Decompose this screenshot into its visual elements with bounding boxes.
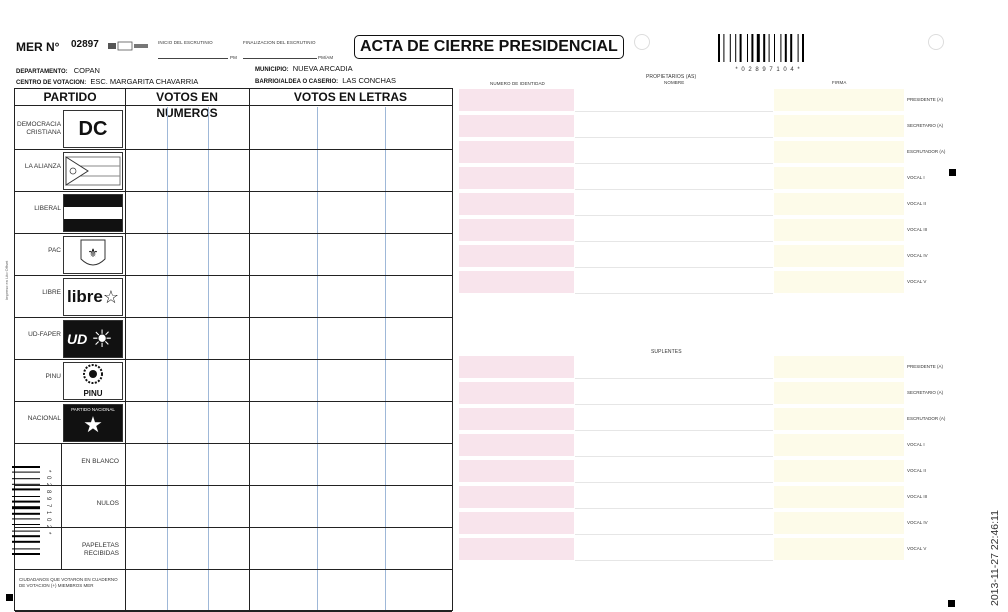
liberal-flag-logo — [63, 194, 123, 232]
inicio-suffix: PM — [230, 55, 237, 60]
star-icon: ★ — [83, 412, 103, 437]
final-suffix: PM/AM — [318, 55, 334, 60]
party-name: UD-FAPER — [28, 331, 61, 338]
name-field[interactable] — [575, 215, 773, 216]
name-field[interactable] — [575, 456, 773, 457]
ud-faper-logo: UD ☀ — [63, 320, 123, 358]
nombre-label: NOMBRE — [664, 80, 685, 85]
name-field[interactable] — [575, 163, 773, 164]
summary-row-label: PAPELETAS RECIBIDAS — [82, 542, 119, 557]
registration-mark — [6, 594, 13, 601]
identity-number-field[interactable] — [459, 193, 574, 215]
pinu-logo: PINU — [63, 362, 123, 400]
member-role-label: PRESIDENTE (A) — [907, 364, 944, 369]
departamento-row: DEPARTAMENTO: COPAN — [16, 66, 100, 75]
name-field[interactable] — [575, 482, 773, 483]
dc-logo: DC — [63, 110, 123, 148]
identity-number-field[interactable] — [459, 219, 574, 241]
name-field[interactable] — [575, 534, 773, 535]
signature-field[interactable] — [774, 356, 904, 378]
identity-number-field[interactable] — [459, 538, 574, 560]
svg-text:⚜: ⚜ — [87, 246, 99, 260]
punch-hole — [928, 34, 944, 50]
col-partido-header: PARTIDO — [15, 89, 125, 106]
signature-field[interactable] — [774, 193, 904, 215]
party-name: PINU — [45, 373, 61, 380]
party-name: LIBRE — [42, 289, 61, 296]
final-field[interactable] — [243, 58, 317, 59]
alianza-flag-logo — [63, 152, 123, 190]
name-field[interactable] — [575, 508, 773, 509]
registration-mark — [948, 600, 955, 607]
member-role-label: VOCAL III — [907, 227, 928, 232]
name-field[interactable] — [575, 111, 773, 112]
identity-number-field[interactable] — [459, 89, 574, 111]
side-barcode-text: * 0 2 8 9 7 1 0 2 * — [45, 470, 51, 536]
name-field[interactable] — [575, 404, 773, 405]
member-role-label: VOCAL II — [907, 468, 926, 473]
suplentes-label: SUPLENTES — [651, 349, 682, 355]
member-role-label: VOCAL V — [907, 279, 927, 284]
final-label: FINALIZACION DEL ESCRUTINIO — [243, 40, 316, 45]
signature-field[interactable] — [774, 245, 904, 267]
party-name: DEMOCRACIA CRISTIANA — [17, 121, 62, 136]
identity-number-field[interactable] — [459, 115, 574, 137]
signature-field[interactable] — [774, 271, 904, 293]
registration-mark — [949, 169, 956, 176]
member-role-label: VOCAL I — [907, 442, 925, 447]
name-field[interactable] — [575, 378, 773, 379]
star-outline-icon: ☆ — [102, 286, 120, 307]
identity-number-field[interactable] — [459, 245, 574, 267]
signature-field[interactable] — [774, 460, 904, 482]
member-role-label: SECRETARIO (A) — [907, 123, 944, 128]
member-role-label: PRESIDENTE (A) — [907, 97, 944, 102]
identity-number-field[interactable] — [459, 167, 574, 189]
mer-label: MER N° — [16, 40, 60, 54]
print-note: Impreso en Lito Offset — [4, 260, 9, 300]
name-field[interactable] — [575, 293, 773, 294]
name-field[interactable] — [575, 189, 773, 190]
signature-field[interactable] — [774, 408, 904, 430]
identity-number-field[interactable] — [459, 460, 574, 482]
signature-field[interactable] — [774, 512, 904, 534]
signature-field[interactable] — [774, 219, 904, 241]
signature-field[interactable] — [774, 538, 904, 560]
member-role-label: VOCAL I — [907, 175, 925, 180]
sun-icon: ☀ — [91, 325, 113, 353]
votes-table — [14, 88, 453, 611]
signature-field[interactable] — [774, 141, 904, 163]
member-role-label: SECRETARIO (A) — [907, 390, 944, 395]
party-name: LIBERAL — [34, 205, 61, 212]
identity-number-field[interactable] — [459, 382, 574, 404]
punch-hole — [634, 34, 650, 50]
firma-label: FIRMA — [832, 80, 847, 85]
pac-emblem-logo — [63, 236, 123, 274]
identity-number-field[interactable] — [459, 486, 574, 508]
signature-field[interactable] — [774, 382, 904, 404]
propietarios-label: PROPIETARIOS (AS) — [646, 74, 697, 80]
name-field[interactable] — [575, 560, 773, 561]
identity-number-field[interactable] — [459, 356, 574, 378]
barrio-row: BARRIO/ALDEA O CASERIO: LAS CONCHAS — [255, 76, 396, 85]
party-name: LA ALIANZA — [24, 163, 61, 170]
member-role-label: ESCRUTADOR (A) — [907, 149, 946, 154]
name-field[interactable] — [575, 241, 773, 242]
member-role-label: VOCAL II — [907, 201, 926, 206]
signature-field[interactable] — [774, 115, 904, 137]
name-field[interactable] — [575, 267, 773, 268]
member-role-label: VOCAL V — [907, 546, 927, 551]
member-role-label: VOCAL IV — [907, 520, 928, 525]
summary-row-label: NULOS — [96, 500, 119, 507]
inicio-field[interactable] — [158, 58, 228, 59]
libre-logo: libre ☆ — [63, 278, 123, 316]
signature-field[interactable] — [774, 167, 904, 189]
centro-row: CENTRO DE VOTACION: ESC. MARGARITA CHAVARRIA — [16, 77, 199, 86]
identity-number-field[interactable] — [459, 512, 574, 534]
side-barcode — [12, 466, 58, 576]
page-title: ACTA DE CIERRE PRESIDENCIAL — [354, 35, 624, 59]
name-field[interactable] — [575, 430, 773, 431]
identity-number-field[interactable] — [459, 271, 574, 293]
signature-field[interactable] — [774, 434, 904, 456]
col-numeros-header: VOTOS EN NUMEROS — [125, 89, 249, 106]
municipio-row: MUNICIPIO: NUEVA ARCADIA — [255, 64, 353, 73]
cne-logo-icon — [106, 39, 150, 51]
member-role-label: ESCRUTADOR (A) — [907, 416, 946, 421]
numero-identidad-label: NUMERO DE IDENTIDAD — [490, 81, 545, 86]
member-role-label: VOCAL IV — [907, 253, 928, 258]
member-role-label: VOCAL III — [907, 494, 928, 499]
identity-number-field[interactable] — [459, 434, 574, 456]
identity-number-field[interactable] — [459, 141, 574, 163]
identity-number-field[interactable] — [459, 408, 574, 430]
col-letras-header: VOTOS EN LETRAS — [249, 89, 452, 106]
signature-field[interactable] — [774, 486, 904, 508]
summary-row-label: EN BLANCO — [81, 458, 119, 465]
name-field[interactable] — [575, 137, 773, 138]
barcode — [716, 34, 820, 73]
mer-number: 02897 — [71, 39, 99, 50]
barcode-text: * 0 2 8 9 7 1 0 4 * — [735, 67, 801, 73]
signature-field[interactable] — [774, 89, 904, 111]
inicio-label: INICIO DEL ESCRUTINIO — [158, 40, 213, 45]
scan-timestamp: 2013-11-27 22:46:11 — [989, 510, 1001, 606]
party-name: PAC — [48, 247, 61, 254]
nacional-star-logo: PARTIDO NACIONAL ★ — [63, 404, 123, 442]
party-name: NACIONAL — [27, 415, 61, 422]
summary-row-label: CIUDADANOS QUE VOTARON EN CUADERNO DE VOTACION (+) MIEMBROS MER — [19, 577, 118, 588]
